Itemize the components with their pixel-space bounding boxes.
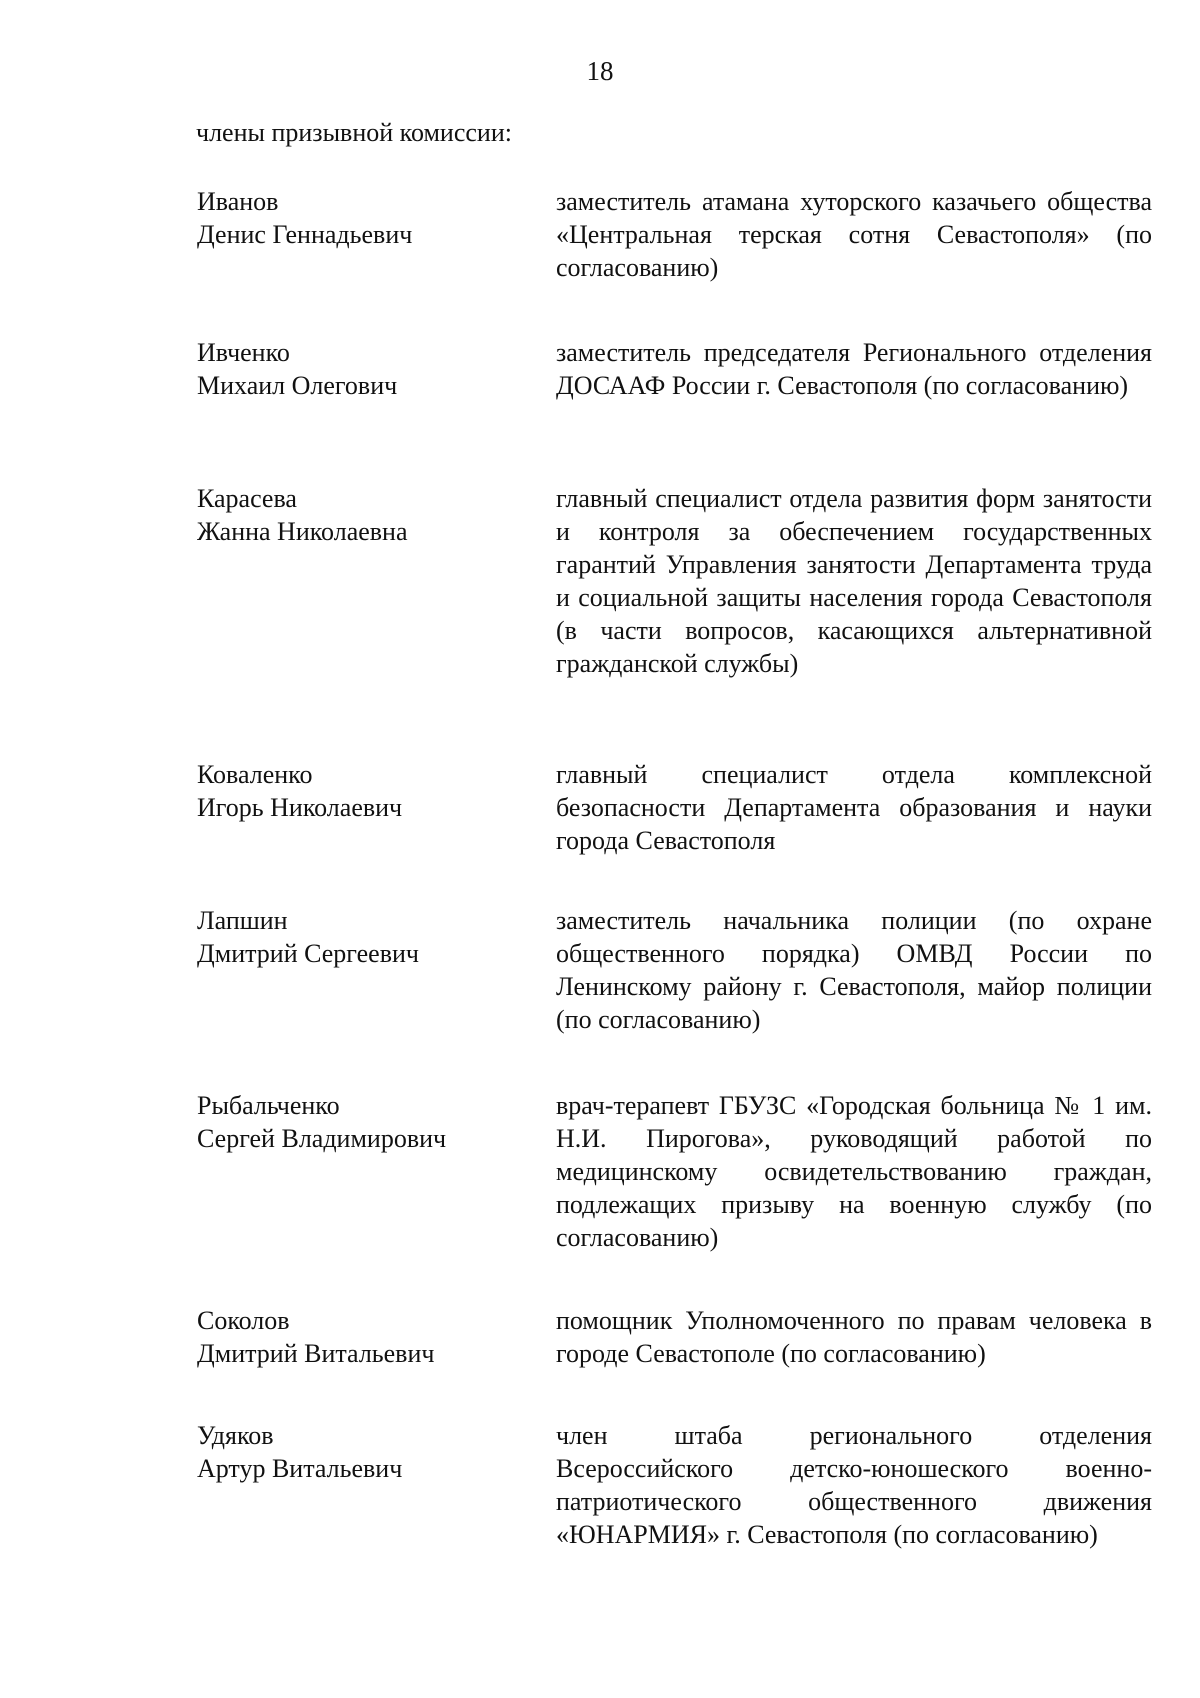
member-position: заместитель атамана хуторского казачьего общества «Центральная терская сотня Севастополя» (по согласованию) xyxy=(556,187,1152,282)
member-surname: Удяков xyxy=(197,1421,274,1450)
member-name xyxy=(197,758,527,824)
member-given-names: Игорь Николаевич xyxy=(197,793,403,822)
member-surname: Лапшин xyxy=(197,906,288,935)
member-surname: Иванов xyxy=(197,187,279,216)
member-name xyxy=(197,1304,527,1370)
member-surname: Карасева xyxy=(197,484,297,513)
member-position: заместитель начальника полиции (по охране общественного порядка) ОМВД России по Ленинскому району г. Севастополя, майор полиции (по согласованию) xyxy=(556,906,1152,1034)
member-surname: Рыбальченко xyxy=(197,1091,340,1120)
member-position: помощник Уполномоченного по правам человека в городе Севастополе (по согласованию) xyxy=(556,1306,1152,1368)
member-given-names: Михаил Олегович xyxy=(197,371,398,400)
member-name xyxy=(197,1089,527,1155)
member-given-names: Артур Витальевич xyxy=(197,1454,403,1483)
member-position: член штаба регионального отделения Всероссийского детско-юношеского военно-патриотического общественного движения «ЮНАРМИЯ» г. Севастополя (по согласованию) xyxy=(556,1421,1152,1549)
member-position: заместитель председателя Регионального отделения ДОСААФ России г. Севастополя (по согласованию) xyxy=(556,338,1152,400)
member-surname: Коваленко xyxy=(197,760,313,789)
member-given-names: Дмитрий Сергеевич xyxy=(197,939,419,968)
section-heading: члены призывной комиссии: xyxy=(196,118,512,147)
member-given-names: Сергей Владимирович xyxy=(197,1124,447,1153)
member-position: главный специалист отдела комплексной безопасности Департамента образования и науки города Севастополя xyxy=(556,760,1152,855)
member-surname: Ивченко xyxy=(197,338,290,367)
member-given-names: Жанна Николаевна xyxy=(197,517,408,546)
member-given-names: Денис Геннадьевич xyxy=(197,220,413,249)
member-name xyxy=(197,1419,527,1485)
member-name xyxy=(197,904,527,970)
member-name xyxy=(197,482,527,548)
member-given-names: Дмитрий Витальевич xyxy=(197,1339,435,1368)
member-name xyxy=(197,185,527,251)
member-position: врач-терапевт ГБУЗС «Городская больница № 1 им. Н.И. Пирогова», руководящий работой по медицинскому освидетельствованию граждан, подлежащих призыву на военную службу (по согласованию) xyxy=(556,1091,1152,1252)
member-position: главный специалист отдела развития форм занятости и контроля за обеспечением государственных гарантий Управления занятости Департамента труда и социальной защиты населения города Севастополя (в части вопросов, касающихся альтернативной гражданской службы) xyxy=(556,484,1152,678)
member-surname: Соколов xyxy=(197,1306,290,1335)
page-number: 18 xyxy=(586,56,614,86)
member-name xyxy=(197,336,527,402)
